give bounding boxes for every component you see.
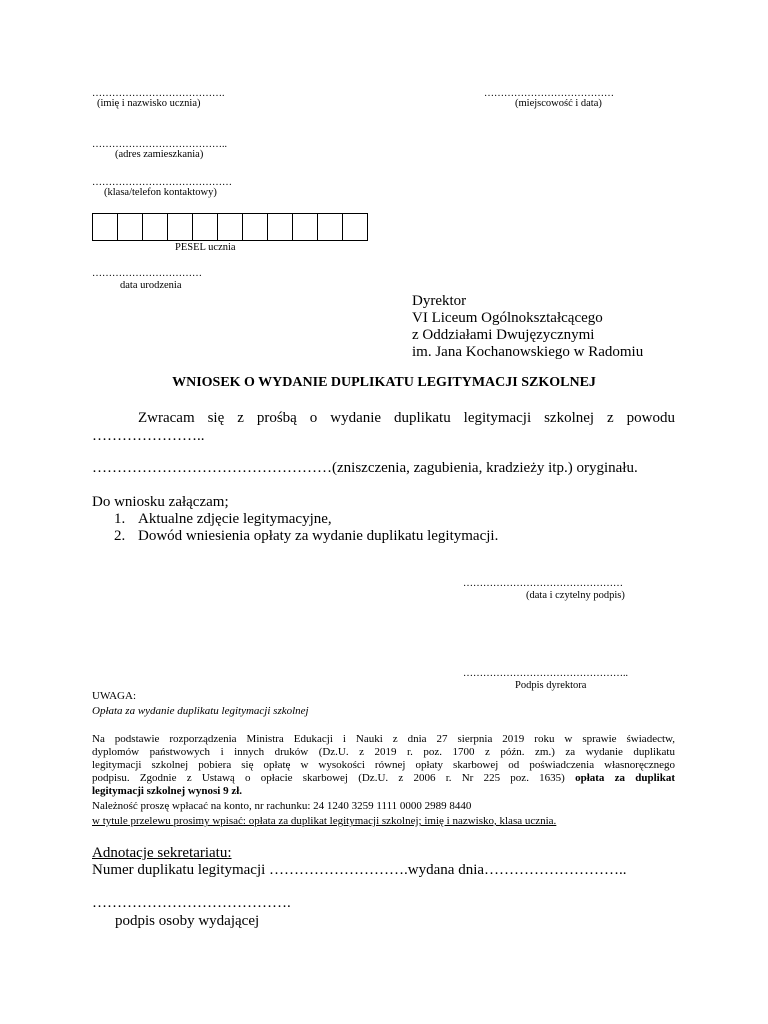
attachment-text: Aktualne zdjęcie legitymacyjne, <box>138 511 332 527</box>
birth-date-caption: data urodzenia <box>120 280 182 291</box>
bank-account: Należność proszę wpłacać na konto, nr rachunku: 24 1240 3259 1111 0000 2989 8440 <box>92 800 472 812</box>
issuer-signature-dots: …………………………………. <box>92 895 291 911</box>
director-signature-caption: Podpis dyrektora <box>515 680 587 691</box>
pesel-caption: PESEL ucznia <box>175 242 236 253</box>
applicant-signature-caption: (data i czytelny podpis) <box>526 590 625 601</box>
transfer-title-instruction: w tytule przelewu prosimy wpisać: opłata za duplikat legitymacji szkolnej; imię i nazwisko, klasa ucznia. <box>92 815 557 827</box>
pesel-cell[interactable] <box>242 213 268 241</box>
student-name-dots: …………………………………. <box>92 88 225 99</box>
request-text-line-1 <box>92 410 675 427</box>
recipient-line-4: im. Jana Kochanowskiego w Radomiu <box>412 344 644 360</box>
notice-paragraph-line-3: legitymacji szkolnej pobiera się opłatę w wysokości równej opłaty skarbowej od poświadczenia własnoręcznego <box>92 759 675 771</box>
recipient-line-3: z Oddziałami Dwujęzycznymi <box>412 327 595 343</box>
pesel-cell[interactable] <box>167 213 193 241</box>
secretariat-heading: Adnotacje sekretariatu: <box>92 845 232 861</box>
reason-line: …………………………………………(zniszczenia, zagubienia, kradzieży itp.) oryginału. <box>92 460 638 476</box>
attachments-intro: Do wniosku załączam; <box>92 494 229 510</box>
pesel-cell[interactable] <box>317 213 343 241</box>
attachment-item-2 <box>114 528 498 545</box>
student-name-caption: (imię i nazwisko ucznia) <box>97 98 201 109</box>
address-dots: ………………………………….. <box>92 139 227 150</box>
class-phone-caption: (klasa/telefon kontaktowy) <box>104 187 217 198</box>
pesel-cell[interactable] <box>267 213 293 241</box>
notice-text: podpisu. Zgodnie z Ustawą o opłacie skarbowej (Dz.U. z 2006 r. Nr 225 poz. 1635) <box>92 772 565 784</box>
recipient-line-1: Dyrektor <box>412 293 467 309</box>
request-text: Zwracam się z prośbą o wydanie duplikatu legitymacji szkolnej z powodu <box>138 410 675 426</box>
place-date-caption: (miejscowość i data) <box>515 98 602 109</box>
notice-fee-amount: legitymacji szkolnej wynosi 9 zł. <box>92 785 243 797</box>
applicant-signature-dots: ………………………………………… <box>463 578 623 589</box>
place-date-dots: ………………………………… <box>484 88 614 99</box>
pesel-cell[interactable] <box>217 213 243 241</box>
notice-subheading: Opłata za wydanie duplikatu legitymacji szkolnej <box>92 705 309 717</box>
fee-highlight: opłata za duplikat <box>575 772 676 784</box>
address-caption: (adres zamieszkania) <box>115 149 204 160</box>
issuer-signature-caption: podpis osoby wydającej <box>115 913 260 929</box>
pesel-grid[interactable] <box>92 213 368 241</box>
pesel-cell[interactable] <box>292 213 318 241</box>
notice-heading: UWAGA: <box>92 690 136 702</box>
pesel-cell[interactable] <box>92 213 118 241</box>
notice-paragraph-line-2: dyplomów państwowych i innych druków (Dz.U. z 2019 r. poz. 1700 z późn. zm.) za wydanie duplikatu <box>92 746 675 758</box>
pesel-cell[interactable] <box>142 213 168 241</box>
notice-paragraph-line-4 <box>92 772 675 785</box>
recipient-line-2: VI Liceum Ogólnokształcącego <box>412 310 603 326</box>
attachment-text: Dowód wniesienia opłaty za wydanie duplikatu legitymacji. <box>138 528 499 544</box>
attachment-num: 1. <box>114 511 126 527</box>
request-text-line-2: ………………….. <box>92 428 205 444</box>
class-phone-dots: …………………………………… <box>92 177 232 188</box>
notice-paragraph-line-1: Na podstawie rozporządzenia Ministra Edukacji i Nauki z dnia 27 sierpnia 2019 roku w sprawie świadectw, <box>92 733 675 745</box>
pesel-cell[interactable] <box>117 213 143 241</box>
attachment-item-1 <box>114 511 332 528</box>
pesel-cell[interactable] <box>192 213 218 241</box>
document-title: WNIOSEK O WYDANIE DUPLIKATU LEGITYMACJI SZKOLNEJ <box>172 375 596 390</box>
director-signature-dots: ………………………………………….. <box>463 668 628 679</box>
attachment-num: 2. <box>114 528 126 544</box>
duplicate-number-line: Numer duplikatu legitymacji ……………………….wydana dnia……………………….. <box>92 862 627 878</box>
pesel-cell[interactable] <box>342 213 368 241</box>
birth-date-dots: …………………………… <box>92 268 202 279</box>
